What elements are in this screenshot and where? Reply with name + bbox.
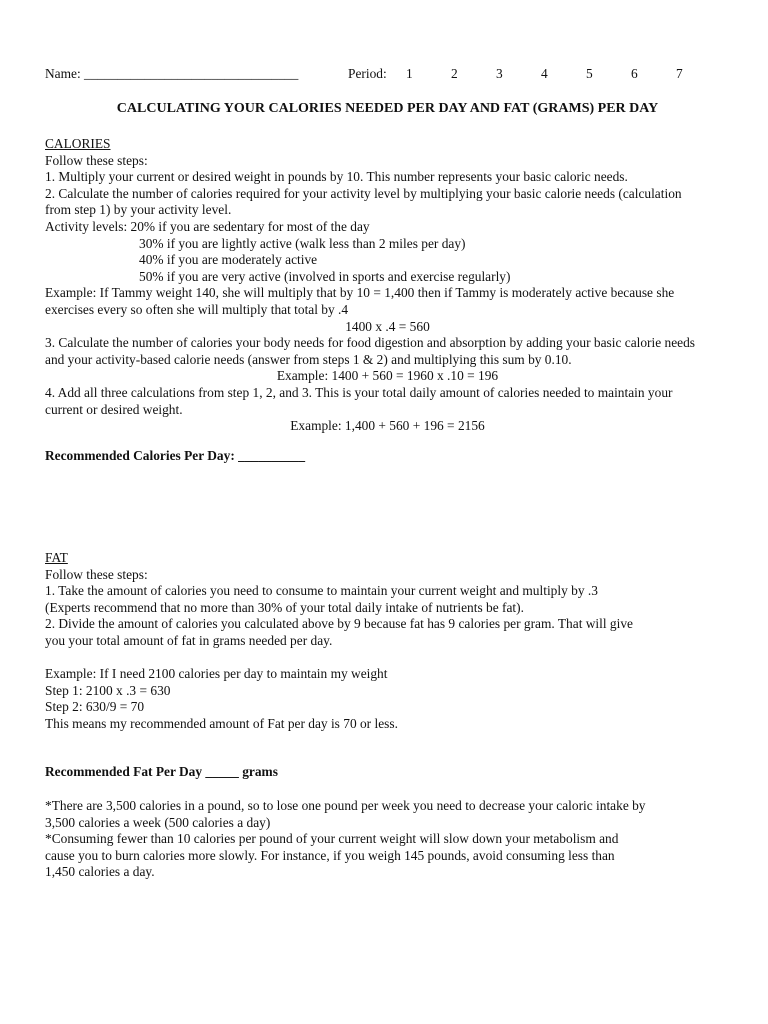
recommended-calories: Recommended Calories Per Day: __________: [45, 448, 306, 463]
note-1-line-2: 3,500 calories a week (500 calories a day): [45, 814, 271, 830]
recommended-fat: Recommended Fat Per Day _____ grams: [45, 764, 278, 779]
period-option-1: 1: [406, 66, 413, 81]
header-row: [45, 66, 730, 84]
name-field: Name: ________________________________: [45, 66, 299, 81]
note-2-line-2: cause you to burn calories more slowly. For instance, if you weigh 145 pounds, avoid consuming less than: [45, 847, 615, 863]
fat-section: [45, 550, 730, 733]
calories-step-4-line-1: 4. Add all three calculations from step 1, 2, and 3. This is your total daily amount of calories needed to maintain your: [45, 384, 673, 400]
note-1-line-1: *There are 3,500 calories in a pound, so to lose one pound per week you need to decrease your caloric intake by: [45, 798, 646, 813]
calories-step-3-line-2: and your activity-based calorie needs (answer from steps 1 & 2) and multiplying this sum by 0.10.: [45, 351, 572, 367]
calories-step-2-line-1: 2. Calculate the number of calories required for your activity level by multiplying your basic calorie needs (calculation: [45, 185, 682, 201]
activity-level-moderate: 40% if you are moderately active: [139, 252, 318, 268]
calories-section: [45, 136, 730, 435]
calories-example-1-line-1: Example: If Tammy weight 140, she will multiply that by 10 = 1,400 then if Tammy is moderately active because she: [45, 285, 675, 301]
activity-level-light: 30% if you are lightly active (walk less than 2 miles per day): [139, 235, 466, 251]
fat-step-1-line-1: 1. Take the amount of calories you need to consume to maintain your current weight and multiply by .3: [45, 583, 598, 599]
period-option-2: 2: [451, 66, 458, 81]
fat-step-1-line-2: (Experts recommend that no more than 30% of your total daily intake of nutrients be fat).: [45, 599, 524, 615]
fat-example-step-1: Step 1: 2100 x .3 = 630: [45, 682, 171, 698]
calories-example-1-calc: 1400 x .4 = 560: [345, 318, 430, 334]
period-option-7: 7: [676, 66, 683, 81]
calories-step-2-line-2: from step 1) by your activity level.: [45, 202, 232, 218]
note-2-line-3: 1,450 calories a day.: [45, 864, 155, 880]
fat-step-2-line-1: 2. Divide the amount of calories you calculated above by 9 because fat has 9 calories per gram. That will give: [45, 616, 633, 632]
calories-step-3-line-1: 3. Calculate the number of calories your body needs for food digestion and absorption by adding your basic calorie needs: [45, 335, 696, 351]
period-option-5: 5: [586, 66, 593, 81]
period-option-4: 4: [541, 66, 548, 81]
calories-example-1-line-2: exercises every so often she will multiply that total by .4: [45, 301, 349, 317]
period-option-3: 3: [496, 66, 503, 81]
fat-example-result: This means my recommended amount of Fat per day is 70 or less.: [45, 715, 398, 731]
fat-example-step-2: Step 2: 630/9 = 70: [45, 699, 145, 715]
note-2-line-1: *Consuming fewer than 10 calories per pound of your current weight will slow down your metabolism and: [45, 831, 619, 847]
page-title: CALCULATING YOUR CALORIES NEEDED PER DAY AND FAT (GRAMS) PER DAY: [116, 101, 659, 116]
activity-level-very: 50% if you are very active (involved in sports and exercise regularly): [139, 268, 511, 284]
fat-intro: Follow these steps:: [45, 566, 148, 582]
activity-level-sedentary: Activity levels: 20% if you are sedentary for most of the day: [45, 218, 370, 234]
calories-step-4-calc: Example: 1,400 + 560 + 196 = 2156: [290, 418, 485, 434]
calories-intro: Follow these steps:: [45, 152, 148, 168]
fat-example: Example: If I need 2100 calories per day to maintain my weight: [45, 666, 388, 682]
fat-heading: FAT: [45, 550, 68, 565]
fat-step-2-line-2: you your total amount of fat in grams needed per day.: [45, 632, 333, 648]
calories-step-1: 1. Multiply your current or desired weight in pounds by 10. This number represents your basic caloric needs.: [45, 169, 628, 185]
period-label: Period:: [348, 66, 387, 81]
calories-step-4-line-2: current or desired weight.: [45, 401, 183, 417]
period-option-6: 6: [631, 66, 638, 81]
notes-section: [45, 798, 730, 881]
calories-step-3-calc: Example: 1400 + 560 = 1960 x .10 = 196: [276, 368, 499, 384]
calories-heading: CALORIES: [45, 136, 111, 151]
